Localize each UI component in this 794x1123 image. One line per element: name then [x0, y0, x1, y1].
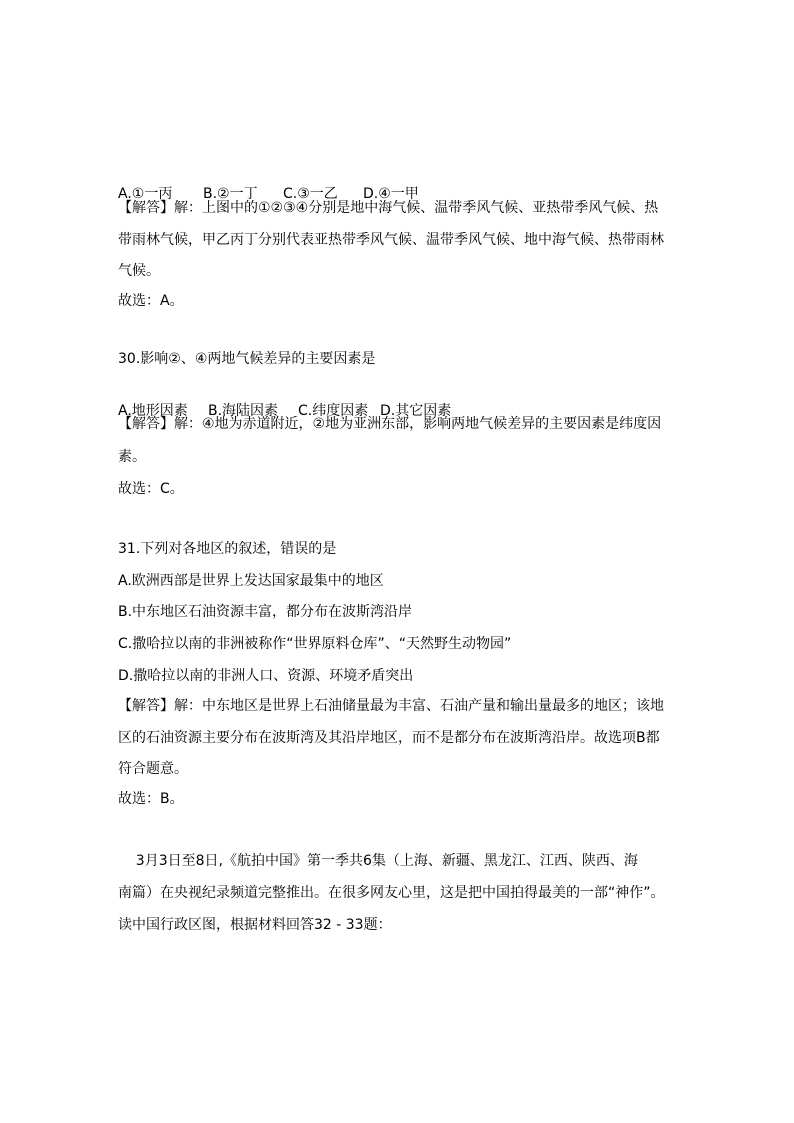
- q29-options: [118, 167, 419, 203]
- q31-option-a: A.欧洲西部是世界上发达国家最集中的地区: [118, 573, 384, 589]
- q30-option-c: C.纬度因素: [298, 403, 369, 419]
- q29-answer-line: 带雨林气候，甲乙丙丁分别代表亚热带季风气候、温带季风气候、地中海气候、热带雨林: [118, 232, 664, 248]
- q29-answer-line: 【解答】解：上图中的①②③④分别是地中海气候、温带季风气候、亚热带季风气候、热: [118, 200, 659, 216]
- material-line: 3月3日至8日,《航拍中国》第一季共6集（上海、新疆、黑龙江、江西、陕西、海: [118, 853, 638, 869]
- material-line: 读中国行政区图，根据材料回答32 - 33题：: [118, 917, 392, 933]
- q30-option-a: A.地形因素: [118, 403, 188, 419]
- q30-stem: 30.影响②、④两地气候差异的主要因素是: [118, 351, 376, 367]
- q30-answer-line: 【解答】解：④地为赤道附近，②地为亚洲东部，影响两地气候差异的主要因素是纬度因: [118, 416, 662, 432]
- q31-option-b: B.中东地区石油资源丰富，都分布在波斯湾沿岸: [118, 604, 413, 620]
- material-line: 南篇）在央视纪录频道完整推出。在很多网友心里，这是把中国拍得最美的一部“神作”。: [118, 885, 665, 901]
- q30-option-d: D.其它因素: [380, 403, 452, 419]
- q31-answer-line: 符合题意。: [118, 761, 188, 777]
- q30-option-b: B.海陆因素: [208, 403, 279, 419]
- q29-option-b: B.②一丁: [203, 186, 258, 202]
- q31-stem: 31.下列对各地区的叙述，错误的是: [118, 541, 337, 557]
- q29-option-a: A.①一丙: [118, 186, 173, 202]
- q31-option-c: C.撒哈拉以南的非洲被称作“世界原料仓库”、“天然野生动物园”: [118, 636, 512, 652]
- q29-choice: 故选：A。: [118, 293, 184, 309]
- q31-answer-line: 区的石油资源主要分布在波斯湾及其沿岸地区，而不是都分布在波斯湾沿岸。故选项B都: [118, 730, 660, 746]
- q29-answer-line: 气候。: [118, 263, 160, 279]
- q30-choice: 故选：C。: [118, 481, 184, 497]
- q31-answer-line: 【解答】解：中东地区是世界上石油储量最为丰富、石油产量和输出量最多的地区；该地: [118, 698, 664, 714]
- q30-answer-line: 素。: [118, 449, 146, 465]
- q31-choice: 故选：B。: [118, 791, 184, 807]
- q29-option-d: D.④一甲: [363, 186, 419, 202]
- q29-option-c: C.③一乙: [283, 186, 338, 202]
- q31-option-d: D.撒哈拉以南的非洲人口、资源、环境矛盾突出: [118, 668, 414, 684]
